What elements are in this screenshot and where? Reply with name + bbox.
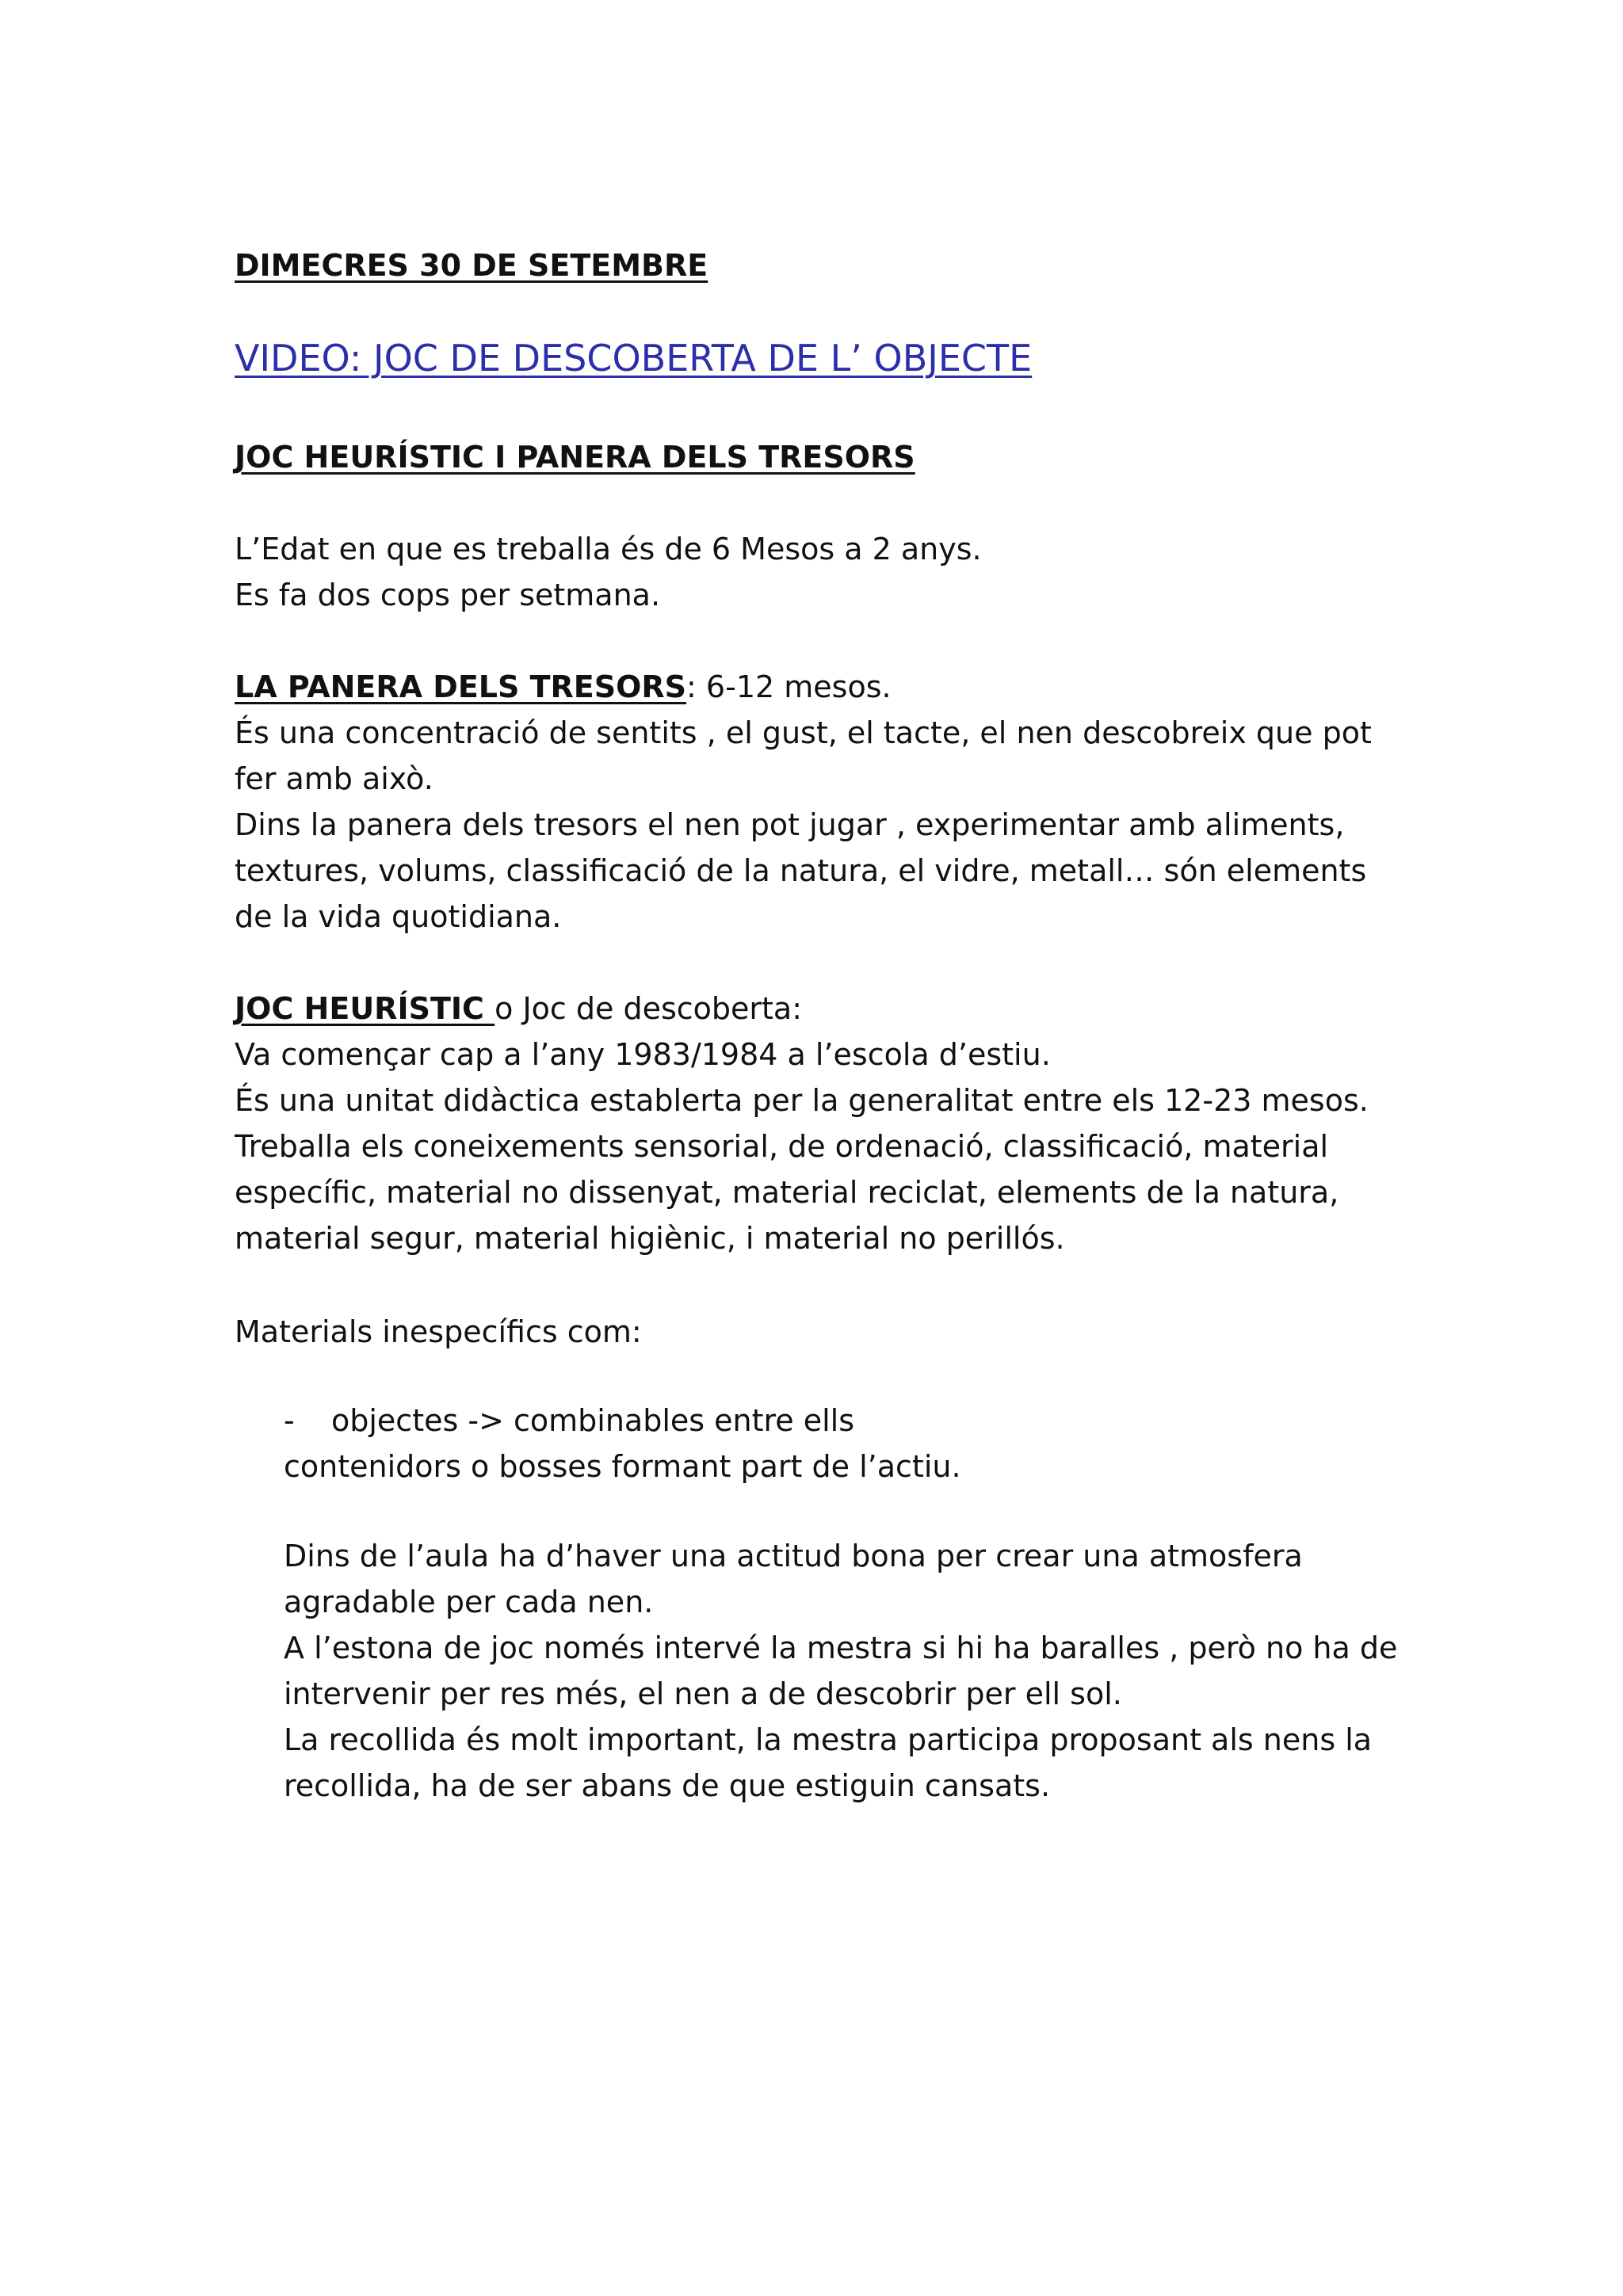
closing-line: Dins de l’aula ha d’haver una actitud bona per crear una atmosfera [284,1539,1303,1573]
intro-line: L’Edat en que es treballa és de 6 Mesos a 2 anys. [235,532,982,566]
heuristic-title: JOC HEURÍSTIC [235,991,495,1026]
panera-line: És una concentració de sentits , el gust, el tacte, el nen descobreix que pot [235,715,1372,750]
heuristic-line: Treballa els coneixements sensorial, de ordenació, classificació, material [235,1129,1329,1164]
date-heading-text: DIMECRES 30 DE SETEMBRE [235,248,708,283]
closing-paragraph [284,1533,1457,1809]
closing-line: intervenir per res més, el nen a de descobrir per ell sol. [284,1676,1122,1711]
closing-line: A l’estona de joc només intervé la mestra si hi ha baralles , però no ha de [284,1630,1398,1665]
date-heading [235,242,1407,288]
panera-line: textures, volums, classificació de la natura, el vidre, metall… són elements [235,853,1367,888]
intro-line: Es fa dos cops per setmana. [235,578,661,612]
heuristic-line: Va començar cap a l’any 1983/1984 a l’escola d’estiu. [235,1037,1051,1072]
panera-line: Dins la panera dels tresors el nen pot jugar , experimentar amb aliments, [235,807,1345,842]
panera-title: LA PANERA DELS TRESORS [235,669,687,704]
video-heading-text: VIDEO: JOC DE DESCOBERTA DE L’ OBJECTE [235,337,1033,379]
panera-title-rest: : 6-12 mesos. [686,669,892,704]
heuristic-line: específic, material no dissenyat, material reciclat, elements de la natura, [235,1175,1339,1210]
materials-intro [235,1309,1407,1355]
closing-line: La recollida és molt important, la mestra participa proposant als nens la [284,1722,1373,1757]
panera-line: fer amb això. [235,761,433,796]
heuristic-line: material segur, material higiènic, i material no perillós. [235,1221,1065,1256]
heuristic-title-line [235,986,1407,1032]
panera-paragraph [235,664,1407,940]
panera-title-line [235,664,1407,710]
list-item [284,1398,1457,1444]
intro-paragraph [235,526,1407,618]
heuristic-paragraph [235,986,1407,1261]
bullet-continuation: contenidors o bosses formant part de l’actiu. [284,1449,961,1484]
heuristic-title-rest: o Joc de descoberta: [495,991,803,1026]
section-title [235,434,1407,480]
bullet-dash: - [284,1403,295,1438]
video-heading [235,333,1407,383]
materials-intro-text: Materials inespecífics com: [235,1314,642,1349]
closing-line: agradable per cada nen. [284,1585,654,1619]
heuristic-line: És una unitat didàctica establerta per la generalitat entre els 12-23 mesos. [235,1083,1369,1118]
section-title-text: JOC HEURÍSTIC I PANERA DELS TRESORS [235,440,915,475]
closing-line: recollida, ha de ser abans de que estiguin cansats. [284,1768,1051,1803]
panera-line: de la vida quotidiana. [235,899,562,934]
bullet-item-text: objectes -> combinables entre ells [331,1403,855,1438]
bullet-list [284,1398,1457,1489]
